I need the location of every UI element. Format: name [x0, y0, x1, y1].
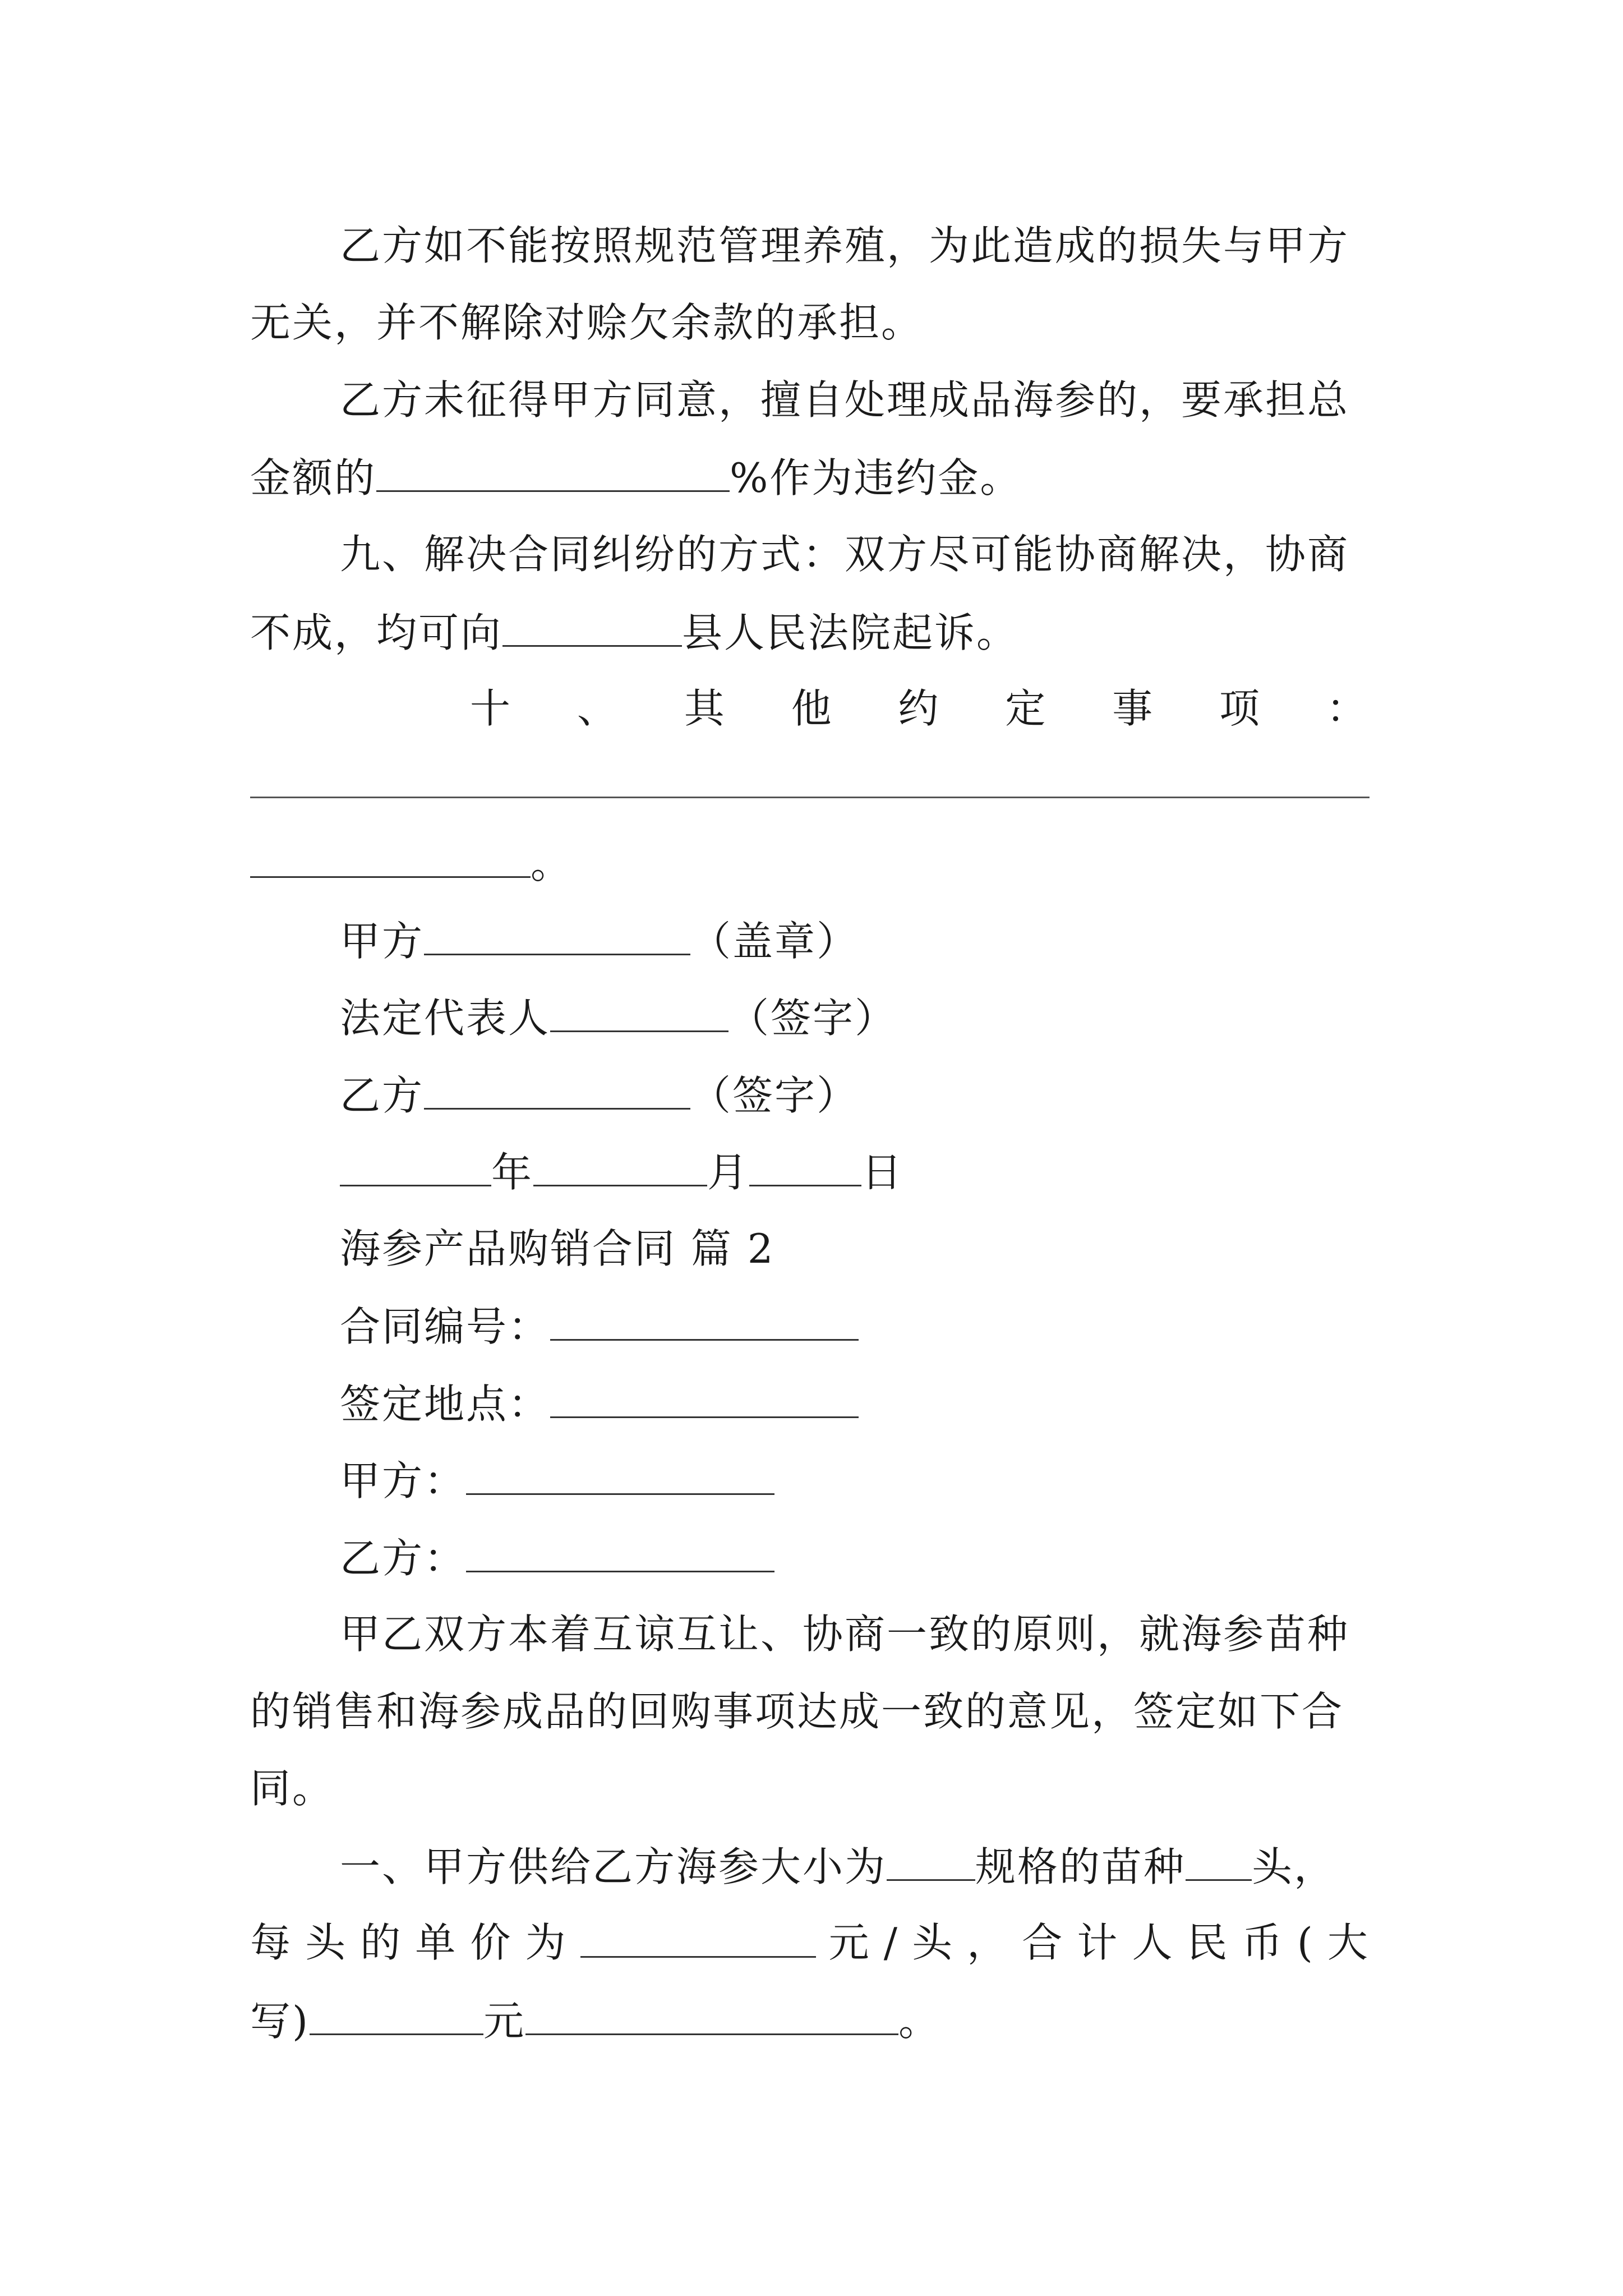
paragraph-line [250, 1993, 1389, 2048]
text-fragment: %作为违约金。 [730, 454, 1022, 501]
heading-char: 项 [1219, 685, 1262, 732]
paragraph-line: 乙方如不能按照规范管理养殖，为此造成的损失与甲方 [340, 222, 1350, 269]
fill-blank[interactable] [250, 836, 531, 878]
text-fragment: 元 [483, 1998, 526, 2045]
fill-blank[interactable] [466, 1453, 774, 1495]
fill-blank[interactable] [340, 1144, 491, 1186]
paragraph-line [250, 836, 1389, 891]
field-line [340, 1376, 1478, 1431]
text-fragment: 币 [1242, 1919, 1284, 1966]
paragraph-line: 九、解决合同纠纷的方式：双方尽可能协商解决，协商 [340, 531, 1350, 578]
text-fragment: （盖章） [690, 918, 859, 965]
fill-blank[interactable] [749, 1144, 861, 1186]
text-fragment: 。 [531, 840, 573, 887]
fill-blank[interactable] [525, 1993, 898, 2035]
field-line [340, 1453, 1478, 1508]
fill-blank[interactable] [376, 450, 730, 492]
heading-char: 定 [1005, 685, 1048, 732]
text-fragment: 县人民法院起诉。 [682, 609, 1019, 656]
text-fragment: ， [967, 1919, 1009, 1966]
fill-blank[interactable] [887, 1839, 975, 1881]
fill-blank[interactable] [533, 1144, 707, 1186]
text-fragment: 每 [250, 1919, 293, 1966]
text-fragment: 价 [470, 1919, 513, 1966]
text-fragment: 单 [415, 1919, 458, 1966]
fill-blank[interactable] [550, 1299, 859, 1341]
field-line [340, 1530, 1478, 1585]
signature-line [340, 990, 1478, 1045]
text-fragment: 不成，均可向 [250, 609, 503, 656]
section-title: 海参产品购销合同 篇 2 [340, 1225, 775, 1272]
heading-char: 、 [577, 685, 619, 732]
date-line [340, 1144, 1478, 1199]
text-fragment: 大 [1327, 1919, 1370, 1966]
text-fragment: 法定代表人 [340, 995, 551, 1042]
text-fragment: 月 [707, 1149, 750, 1196]
heading-char: 约 [898, 685, 940, 732]
heading-char: 事 [1112, 685, 1155, 732]
heading-char: 十 [470, 685, 513, 732]
heading-char: 其 [684, 685, 726, 732]
fill-blank[interactable] [580, 1916, 816, 1958]
text-fragment: 日 [861, 1149, 904, 1196]
text-fragment: 头， [1252, 1843, 1336, 1890]
text-fragment: 合 [1022, 1919, 1064, 1966]
fill-blank[interactable] [424, 1068, 690, 1110]
text-fragment: ( [1297, 1919, 1315, 1966]
text-fragment: 金额的 [250, 454, 377, 501]
text-fragment: 的 [360, 1919, 403, 1966]
paragraph-line: 甲乙双方本着互谅互让、协商一致的原则，就海参苗种 [340, 1611, 1350, 1658]
fill-blank[interactable] [502, 605, 682, 647]
text-fragment: 甲方： [340, 1457, 467, 1504]
signature-line [340, 1068, 1478, 1122]
text-fragment: 元 [828, 1919, 871, 1966]
fill-blank[interactable] [466, 1530, 774, 1572]
text-fragment: 甲方 [340, 918, 425, 965]
text-fragment: 写) [250, 1998, 310, 2045]
text-fragment: 一、甲方供给乙方海参大小为 [340, 1843, 887, 1890]
text-fragment: / [883, 1919, 899, 1966]
text-fragment: 头 [305, 1919, 348, 1966]
fill-blank[interactable] [1186, 1839, 1252, 1881]
text-fragment: （签字） [728, 995, 897, 1042]
paragraph-line: 乙方未征得甲方同意，擅自处理成品海参的，要承担总 [340, 376, 1350, 424]
text-fragment: 乙方： [340, 1535, 467, 1582]
signature-line [340, 913, 1478, 968]
paragraph-line [340, 1839, 1478, 1894]
text-fragment: 签定地点： [340, 1381, 551, 1428]
other-terms-heading [470, 682, 1368, 735]
text-fragment: 合同编号： [340, 1303, 551, 1350]
text-fragment: 年 [491, 1149, 534, 1196]
text-fragment: 。 [898, 1998, 941, 2045]
text-fragment: （签字） [690, 1072, 859, 1119]
text-fragment: 乙方 [340, 1072, 425, 1119]
fill-blank[interactable] [310, 1993, 483, 2035]
paragraph-line: 无关，并不解除对赊欠余款的承担。 [250, 299, 924, 346]
fill-blank[interactable] [550, 1376, 859, 1418]
heading-char: 他 [791, 685, 833, 732]
fill-blank[interactable] [550, 990, 728, 1032]
paragraph-line [250, 605, 1389, 660]
paragraph-line [250, 1916, 1370, 1970]
fill-blank[interactable] [424, 913, 690, 955]
text-fragment: 人 [1132, 1919, 1174, 1966]
text-fragment: 规格的苗种 [975, 1843, 1186, 1890]
text-fragment: 为 [525, 1919, 568, 1966]
text-fragment: 计 [1077, 1919, 1119, 1966]
text-fragment: 头 [912, 1919, 955, 1966]
paragraph-line [250, 450, 1389, 505]
paragraph-line: 的销售和海参成品的回购事项达成一致的意见，签定如下合 [250, 1688, 1344, 1735]
paragraph-line: 同。 [250, 1765, 335, 1812]
long-fill-blank[interactable] [250, 797, 1370, 798]
text-fragment: 民 [1187, 1919, 1229, 1966]
field-line [340, 1299, 1478, 1354]
heading-char: ： [1326, 685, 1368, 732]
